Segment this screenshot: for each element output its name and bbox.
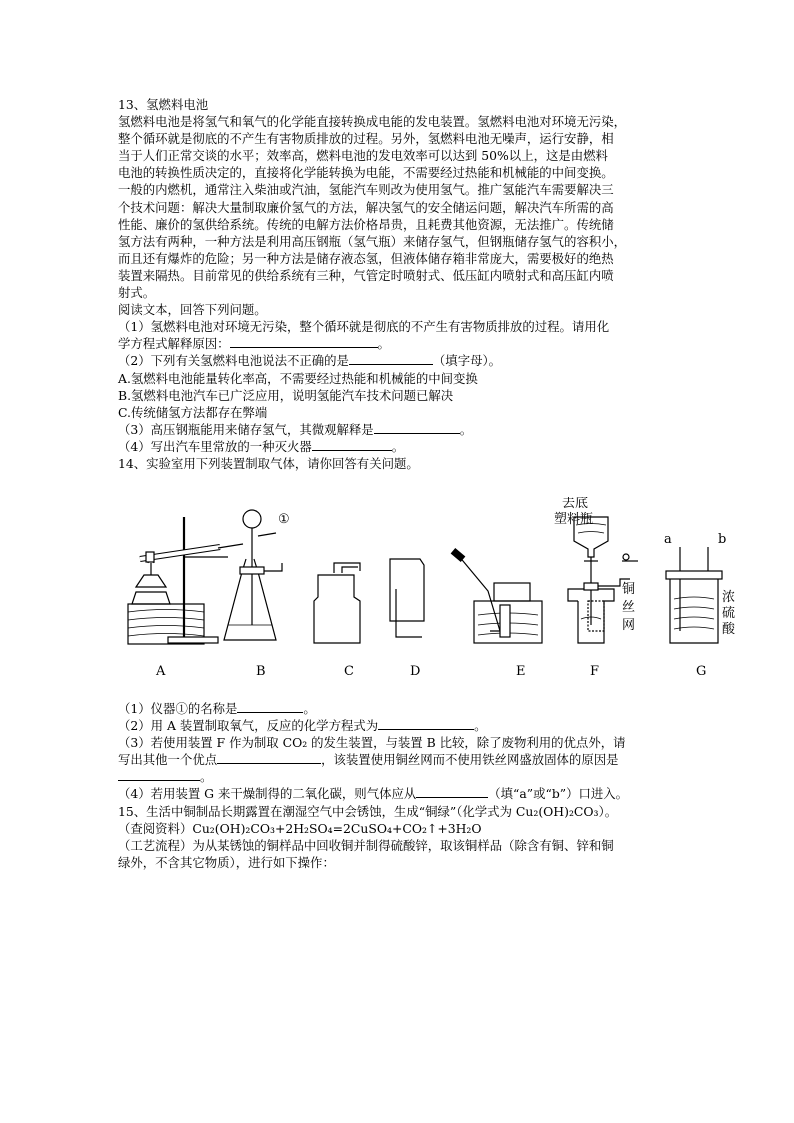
q13-para-line: 整个循环就是彻底的不产生有害物质排放的过程。另外，氢燃料电池无噪声，运行安静，相 [118, 131, 614, 147]
q13-option-a: A.氢燃料电池能量转化率高，不需要经过热能和机械能的中间变换 [118, 370, 478, 386]
answer-blank[interactable] [378, 717, 474, 730]
q13-sub2 [118, 352, 690, 369]
letter-c: C [344, 664, 354, 679]
apparatus-a [128, 517, 243, 644]
q13-sub1-line1: （1）氢燃料电池对环境无污染，整个循环就是彻底的不产生有害物质排放的过程。请用化 [118, 319, 610, 335]
label-copper-3: 网 [622, 618, 636, 633]
q14-sub3-mid: ，该装置使用铜丝网而不使用铁丝网盛放固体的原因是 [321, 752, 619, 768]
label-bottomless: 去底 [562, 497, 589, 511]
label-b: b [718, 532, 727, 547]
q13-option-c: C.传统储氢方法都存在弊端 [118, 404, 268, 420]
q14-sub2-prompt: （2）用 A 装置制取氧气，反应的化学方程式为 [118, 718, 379, 734]
label-acid-3: 酸 [722, 622, 736, 637]
q15-flow-line2: 绿外，不含其它物质），进行如下操作： [118, 854, 335, 870]
q13-para-line: 电池的转换性质决定的，直接将化学能转换为电能，不需要经过热能和机械能的中间变换。 [118, 165, 614, 181]
period: 。 [377, 336, 390, 352]
apparatus-svg [118, 497, 748, 687]
q13-para-line: 个技术问题：解决大量制取廉价氢气的方法，解决氢气的安全储运问题，解决汽车所需的高 [118, 199, 614, 215]
answer-blank[interactable] [374, 421, 460, 434]
answer-blank[interactable] [230, 335, 378, 348]
q13-title: 13、氢燃料电池 [118, 97, 209, 112]
q14-sub1 [118, 700, 690, 717]
letter-a: A [156, 664, 166, 679]
q14-sub3-line1: （3）若使用装置 F 作为制取 CO₂ 的发生装置，与装置 B 比较，除了废物利用的优点外，请 [118, 735, 626, 751]
q13-sub4-prompt: （4）写出汽车里常放的一种灭火器 [118, 438, 312, 454]
q14-sub4 [118, 785, 690, 802]
q13-para-line: 一般的内燃机，通常注入柴油或汽油，氢能汽车则改为使用氢气。推广氢能汽车需要解决三 [118, 182, 614, 198]
letter-e: E [516, 664, 526, 679]
q13-sub1-prompt: 学方程式解释原因： [118, 336, 230, 352]
q13-sub3 [118, 421, 690, 438]
q13-para-line: 射式。 [118, 285, 156, 301]
q13-para-line: 装置来隔热。目前常见的供给系统有三种，气管定时喷射式、低压缸内喷射式和高压缸内喷 [118, 267, 614, 283]
q13-sub2-prompt: （2）下列有关氢燃料电池说法不正确的是 [118, 353, 349, 369]
label-a: a [664, 532, 672, 547]
label-acid-2: 硫 [722, 606, 736, 621]
q14-sub3-line3 [118, 768, 690, 785]
label-circle-1: ① [278, 512, 290, 527]
label-plastic-bottle: 塑料瓶 [554, 512, 594, 527]
q13-instruction: 阅读文本，回答下列问题。 [118, 302, 267, 318]
answer-blank[interactable] [416, 785, 488, 798]
letter-b: B [256, 664, 266, 679]
q13-sub1-line2 [118, 335, 690, 352]
answer-blank[interactable] [118, 768, 200, 781]
q13-option-b: B.氢燃料电池汽车已广泛应用，说明氢能汽车技术问题已解决 [118, 387, 454, 403]
period: 。 [303, 701, 316, 716]
exam-page-continued [118, 700, 690, 871]
q13-para-line: 而且还有爆炸的危险；另一种方法是储存液态氢，但液体储存箱非常庞大，需要极好的绝热 [118, 250, 614, 266]
label-copper-1: 铜 [622, 582, 636, 597]
apparatus-c [314, 563, 360, 643]
q14-sub4-suffix: （填“a”或“b”）口进入。 [488, 786, 629, 802]
q15-title: 15、生活中铜制品长期露置在潮湿空气中会锈蚀，生成“铜绿”（化学式为 Cu₂(OH)₂CO₃）。 [118, 803, 618, 819]
period: 。 [459, 421, 473, 437]
q14-title: 14、实验室用下列装置制取气体，请你回答有关问题。 [118, 455, 419, 471]
q15-flow-line1: （工艺流程）为从某锈蚀的铜样品中回收铜并制得硫酸锌，取该铜样品（除含有铜、锌和铜 [118, 837, 614, 853]
q13-para-line: 性能、廉价的氢供给系统。传统的电解方法价格昂贵，且耗费其他资源，无法推广。传统储 [118, 216, 614, 232]
exam-page [118, 96, 690, 472]
q13-para-line: 氢方法有两种，一种方法是利用高压钢瓶（氢气瓶）来储存氢气，但钢瓶储存氢气的容积小， [118, 233, 627, 249]
q13-sub3-prompt: （3）高压钢瓶能用来储存氢气，其微观解释是 [118, 421, 374, 437]
apparatus-b [224, 510, 282, 640]
q14-sub3-line2 [118, 751, 690, 768]
apparatus-e [451, 549, 542, 643]
answer-blank[interactable] [312, 438, 392, 451]
q14-sub3-prompt: 写出其他一个优点 [118, 752, 218, 768]
letter-g: G [696, 664, 707, 679]
apparatus-d [390, 559, 424, 637]
apparatus-g [666, 547, 722, 643]
label-acid-1: 浓 [722, 590, 736, 605]
q14-sub1-prompt: （1）仪器①的名称是 [118, 701, 238, 716]
q13-sub2-suffix: （填字母）。 [432, 353, 502, 369]
q13-sub4 [118, 438, 690, 455]
q13-para-line: 当于人们正常交谈的水平；效率高，燃料电池的发电效率可以达到 50%以上，这是由燃料 [118, 148, 608, 164]
q14-sub2 [118, 717, 690, 734]
letter-f: F [590, 664, 600, 679]
apparatus-figure [118, 497, 748, 687]
answer-blank[interactable] [217, 751, 321, 764]
letter-d: D [410, 664, 421, 679]
period: 。 [200, 769, 213, 785]
answer-blank[interactable] [237, 700, 303, 713]
answer-blank[interactable] [349, 352, 433, 365]
label-copper-2: 丝 [622, 600, 636, 615]
q15-data: （查阅资料）Cu₂(OH)₂CO₃+2H₂SO₄=2CuSO₄+CO₂↑+3H₂O [118, 820, 482, 836]
period: 。 [474, 718, 487, 734]
q13-para-line: 氢燃料电池是将氢气和氧气的化学能直接转换成电能的发电装置。氢燃料电池对环境无污染， [118, 114, 627, 130]
q14-sub4-prompt: （4）若用装置 G 来干燥制得的二氧化碳，则气体应从 [118, 786, 417, 802]
period: 。 [391, 438, 405, 454]
